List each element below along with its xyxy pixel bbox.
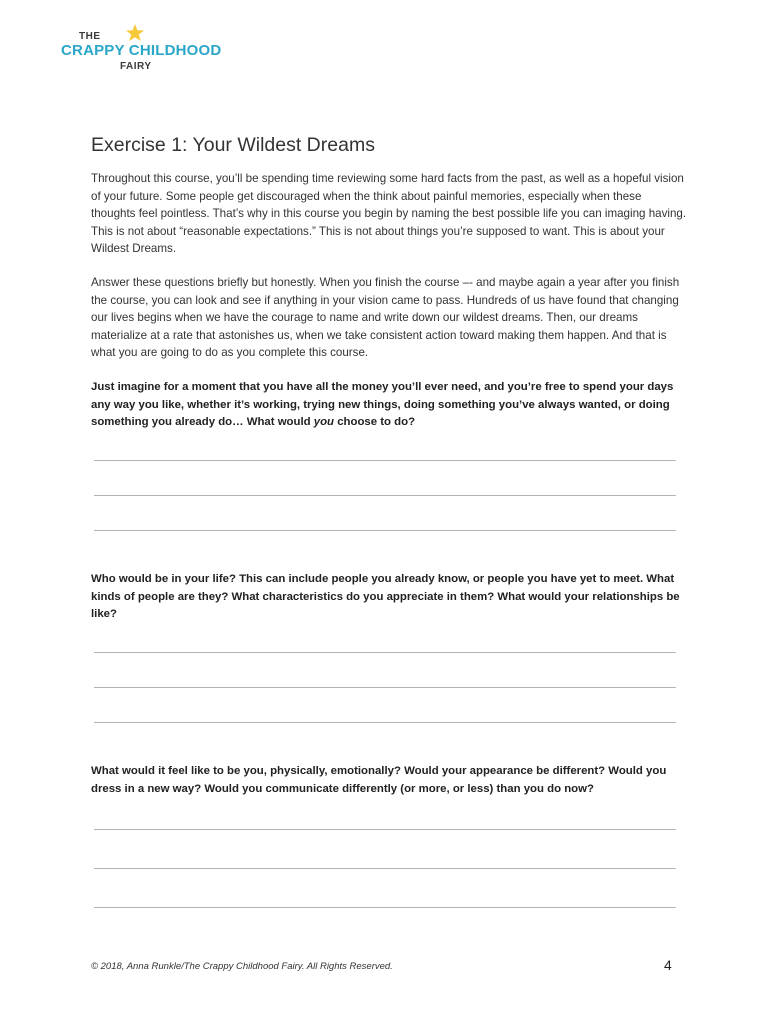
copyright-footer: © 2018, Anna Runkle/The Crappy Childhood Fairy. All Rights Reserved.: [91, 961, 393, 972]
answer-line[interactable]: [94, 907, 676, 908]
question-2: Who would be in your life? This can include people you already know, or people you have yet to meet. What kinds of people are they? What characteristics do you appreciate in them? What would your relationships be like?: [91, 573, 680, 620]
answer-line[interactable]: [94, 868, 676, 869]
logo-fairy: FAIRY: [120, 61, 152, 72]
question-1: [91, 379, 681, 432]
answer-line[interactable]: [94, 495, 676, 496]
intro-paragraph: Throughout this course, you’ll be spending time reviewing some hard facts from the past, as well as a hopeful vision of your future. Some people get discouraged when the think about painful memories, especially when these thoughts feel pointless. That’s why in this course you begin by naming the best possible life you can imaging having. This is not about “reasonable expectations.” This is not about things you’re supposed to want. This is about your Wildest Dreams.: [91, 172, 687, 255]
answer-line[interactable]: [94, 722, 676, 723]
question-1-emphasis: you: [313, 416, 335, 428]
answer-line[interactable]: [94, 652, 676, 653]
instructions-paragraph: Answer these questions briefly but honestly. When you finish the course –- and maybe again a year after you finish the course, you can look and see if anything in your vision came to pass. Hundreds of us have found that changing our lives begins when we have the courage to name and write down our wildest dreams. Then, our dreams materialize at a rate that astonishes us, when we take consistent action toward making them happen. And that is what you are going to do as you complete this course.: [91, 276, 680, 359]
answer-line[interactable]: [94, 530, 676, 531]
question-1-end: choose to do?: [334, 416, 416, 428]
star-icon: [125, 23, 145, 43]
brand-logo: [61, 22, 222, 78]
logo-the: THE: [79, 31, 101, 42]
answer-line[interactable]: [94, 829, 676, 830]
answer-line[interactable]: [94, 460, 676, 461]
question-1-text: Just imagine for a moment that you have all the money you’ll ever need, and you’re free to spend your days any way you like, whether it’s working, trying new things, doing something you’ve always wanted, or doing something you already do… What would: [91, 381, 674, 428]
logo-main-text: CRAPPY CHILDHOOD: [61, 42, 222, 59]
page-title: Exercise 1: Your Wildest Dreams: [91, 134, 375, 156]
question-3: What would it feel like to be you, physically, emotionally? Would your appearance be different? Would you dress in a new way? Would you communicate differently (or more, or less) than you do now?: [91, 765, 667, 795]
page-number: 4: [664, 957, 672, 973]
answer-line[interactable]: [94, 687, 676, 688]
